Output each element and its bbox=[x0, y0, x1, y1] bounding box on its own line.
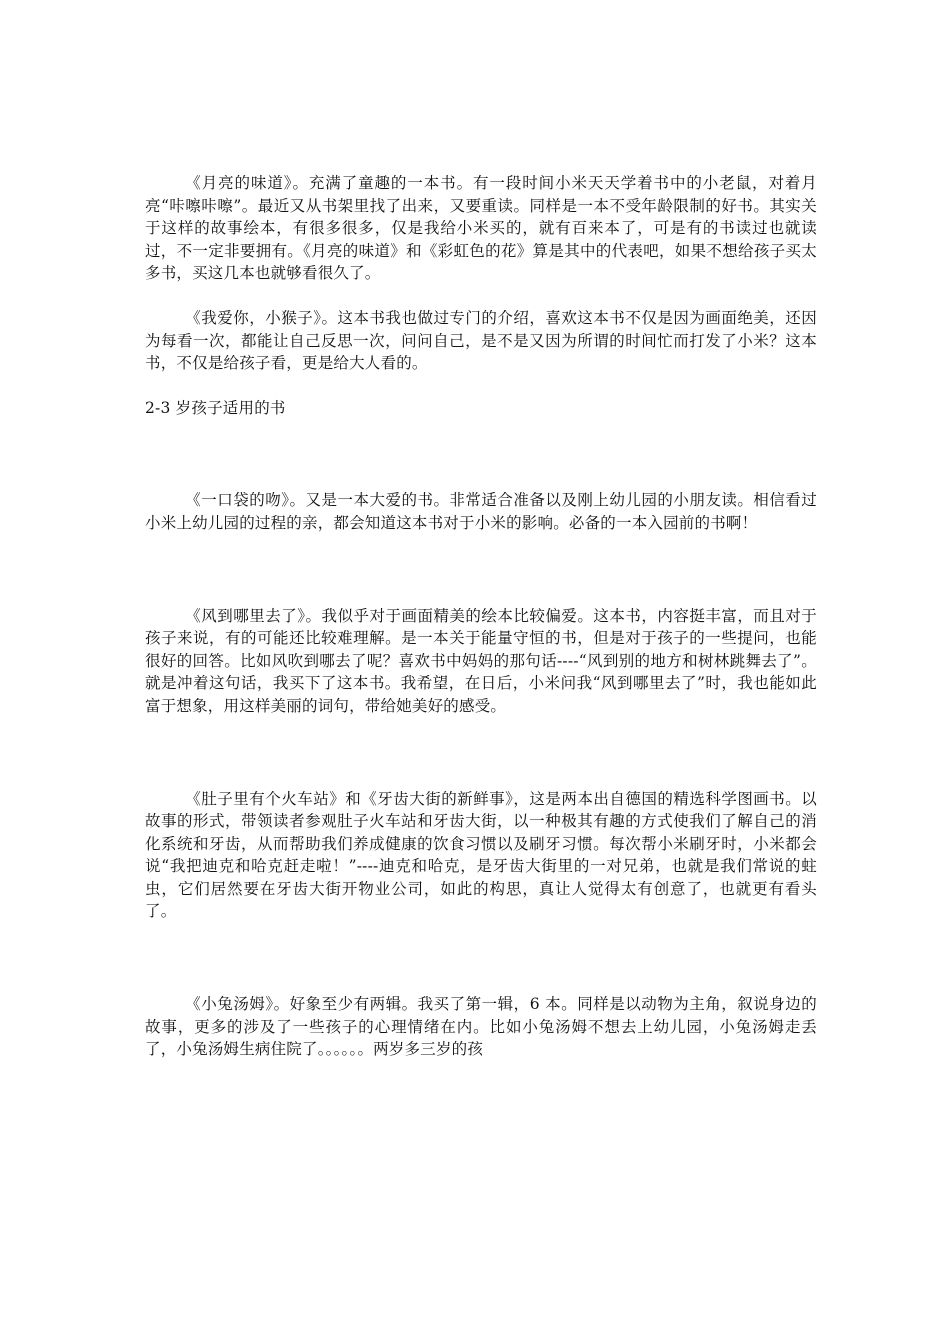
spacer bbox=[145, 285, 817, 307]
spacer bbox=[145, 419, 817, 489]
paragraph-i-love-you-little-monkey: 《我爱你，小猴子》。这本书我也做过专门的介绍，喜欢这本书不仅是因为画面绝美，还因为每看一次，都能让自己反思一次，问问自己，是不是又因为所谓的时间忙而打发了小米？这本书，不仅是给孩子看，更是给大人看的。 bbox=[145, 308, 817, 373]
paragraph-belly-train-station: 《肚子里有个火车站》和《牙齿大街的新鲜事》，这是两本出自德国的精选科学图画书。以故事的形式，带领读者参观肚子火车站和牙齿大街，以一种极其有趣的方式使我们了解自己的消化系统和牙齿，从而帮助我们养成健康的饮食习惯以及刷牙习惯。每次帮小米刷牙时，小米都会说“我把迪克和哈克赶走啦！”----迪克和哈克，是牙齿大街里的一对兄弟，也就是我们常说的蛀虫，它们居然要在牙齿大街开物业公司，如此的构思，真让人觉得太有创意了，也就更有看头了。 bbox=[145, 789, 817, 921]
spacer bbox=[145, 375, 817, 397]
paragraph-pocket-of-kisses: 《一口袋的吻》。又是一本大爱的书。非常适合准备以及刚上幼儿园的小朋友读。相信看过小米上幼儿园的过程的亲，都会知道这本书对于小米的影响。必备的一本入园前的书啊！ bbox=[145, 491, 817, 532]
paragraph-moon-taste: 《月亮的味道》。充满了童趣的一本书。有一段时间小米天天学着书中的小老鼠，对着月亮“咔嚓咔嚓”。最近又从书架里找了出来，又要重读。同样是一本不受年龄限制的好书。其实关于这样的故事绘本，有很多很多，仅是我给小米买的，就有百来本了，可是有的书读过也就读过，不一定非要拥有。《月亮的味道》和《彩虹色的花》算是其中的代表吧，如果不想给孩子买太多书，买这几本也就够看很久了。 bbox=[145, 174, 817, 283]
spacer bbox=[145, 718, 817, 788]
paragraph-where-wind-goes: 《风到哪里去了》。我似乎对于画面精美的绘本比较偏爱。这本书，内容挺丰富，而且对于孩子来说，有的可能还比较难理解。是一本关于能量守恒的书，但是对于孩子的一些提问，也能很好的回答。比如风吹到哪去了呢？喜欢书中妈妈的那句话----“风到别的地方和树林跳舞去了”。就是冲着这句话，我买下了这本书。我希望，在日后，小米问我“风到哪里去了”时，我也能如此富于想象，用这样美丽的词句，带给她美好的感受。 bbox=[145, 606, 817, 715]
spacer bbox=[145, 535, 817, 605]
section-heading-2-3-years: 2-3 岁孩子适用的书 bbox=[145, 398, 286, 417]
document-page bbox=[145, 172, 817, 1061]
spacer bbox=[145, 923, 817, 993]
paragraph-little-rabbit-tom: 《小兔汤姆》。好象至少有两辑。我买了第一辑，6 本。同样是以动物为主角，叙说身边的故事，更多的涉及了一些孩子的心理情绪在内。比如小兔汤姆不想去上幼儿园，小兔汤姆走丢了，小兔汤姆生病住院了。。。。。。两岁多三岁的孩 bbox=[145, 995, 817, 1059]
